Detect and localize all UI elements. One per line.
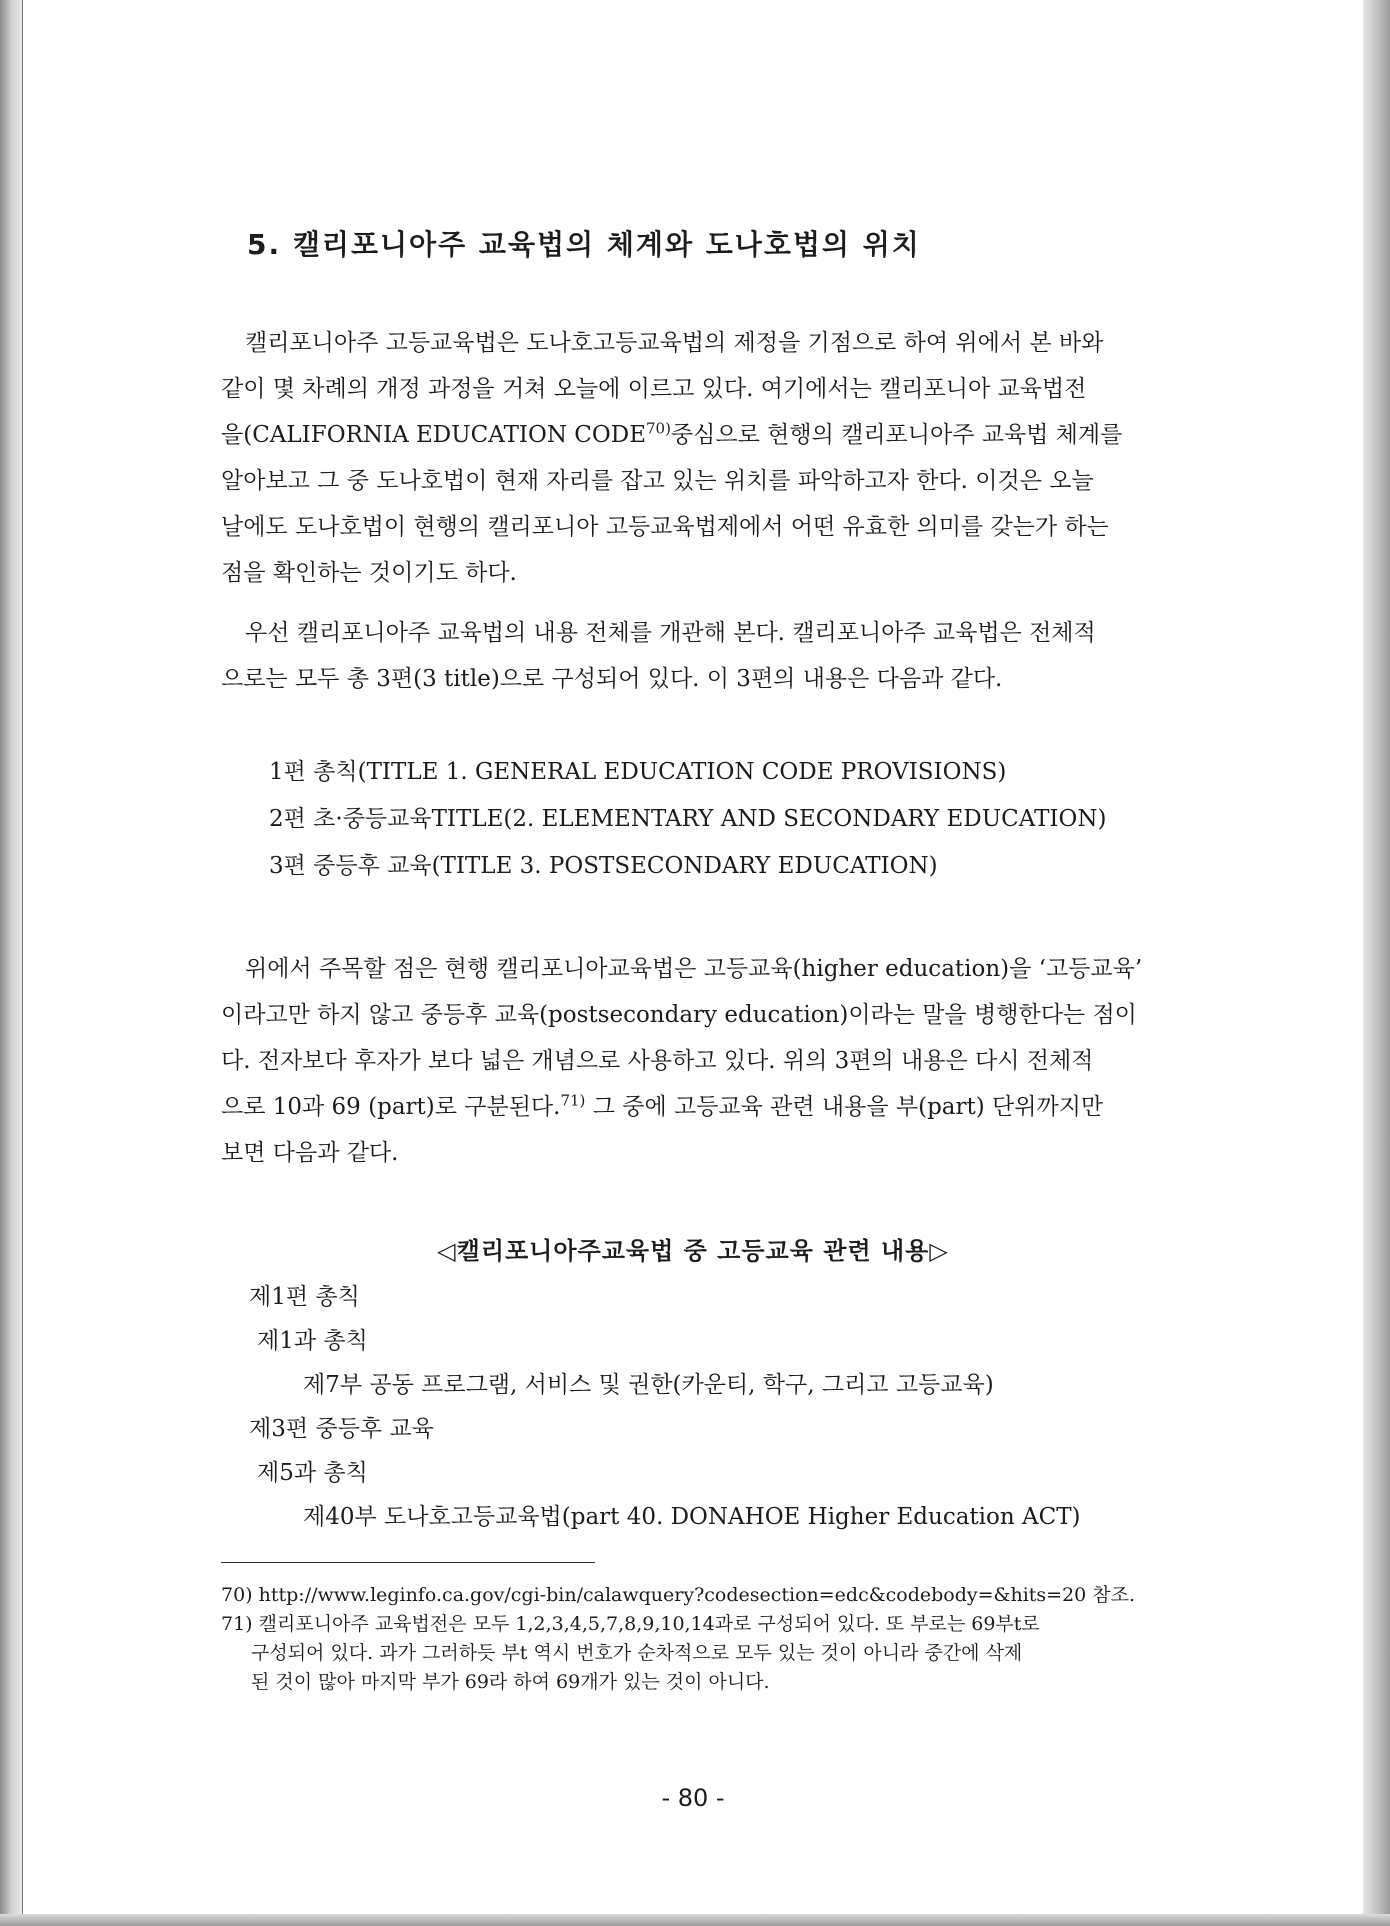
footnote-ref-71[interactable]: 71) — [560, 1091, 586, 1110]
table-caption: ◁캘리포니아주교육법 중 고등교육 관련 내용▷ — [437, 1237, 949, 1265]
outline-division: 제1과 총칙 — [257, 1328, 368, 1354]
text-line: 보면 다음과 같다. — [221, 1140, 399, 1166]
page-number: - 80 - — [661, 1784, 725, 1812]
text-segment: 으로 10과 69 (part)로 구분된다. — [221, 1094, 561, 1120]
text-line: 점을 확인하는 것이기도 하다. — [221, 560, 517, 586]
page-shadow-bottom — [0, 1914, 1390, 1926]
footnote-divider — [221, 1562, 595, 1563]
text-line: 위에서 주목할 점은 현행 캘리포니아교육법은 고등교육(higher education)을 ‘고등교육’ — [245, 956, 1143, 982]
text-line: 같이 몇 차례의 개정 과정을 거쳐 오늘에 이르고 있다. 여기에서는 캘리포니아 교육법전 — [221, 376, 1087, 402]
text-segment: 그 중에 고등교육 관련 내용을 부(part) 단위까지만 — [592, 1094, 1104, 1120]
outline-division: 제5과 총칙 — [257, 1460, 368, 1486]
outline-part: 제7부 공동 프로그램, 서비스 및 권한(카운티, 학구, 그리고 고등교육) — [303, 1372, 994, 1398]
footnote-71-continued: 된 것이 많아 마지막 부가 69라 하여 69개가 있는 것이 아니다. — [251, 1671, 770, 1693]
text-line: 날에도 도나호법이 현행의 캘리포니아 고등교육법제에서 어떤 유효한 의미를 갖는가 하는 — [221, 514, 1109, 540]
text-line: 캘리포니아주 고등교육법은 도나호고등교육법의 제정을 기점으로 하여 위에서 본 바와 — [245, 330, 1104, 356]
text-segment: 을(CALIFORNIA EDUCATION CODE — [221, 422, 646, 448]
outline-part: 제40부 도나호고등교육법(part 40. DONAHOE Higher Education ACT) — [303, 1504, 1081, 1530]
footnote-71-continued: 구성되어 있다. 과가 그러하듯 부t 역시 번호가 순차적으로 모두 있는 것이 아니라 중간에 삭제 — [251, 1642, 1023, 1664]
text-line: 다. 전자보다 후자가 보다 넓은 개념으로 사용하고 있다. 위의 3편의 내용은 다시 전체적 — [221, 1048, 1094, 1074]
title-list-item: 3편 중등후 교육(TITLE 3. POSTSECONDARY EDUCATION) — [269, 853, 938, 879]
footnote-ref-70[interactable]: 70) — [646, 419, 671, 438]
text-line-with-footnote — [221, 1084, 1103, 1130]
footnote-71: 71) 캘리포니아주 교육법전은 모두 1,2,3,4,5,7,8,9,10,14과로 구성되어 있다. 또 부로는 69부t로 — [221, 1613, 1040, 1635]
page-shadow-left — [0, 0, 22, 1926]
text-line-with-footnote — [221, 412, 1122, 458]
title-list-item: 2편 초·중등교육TITLE(2. ELEMENTARY AND SECONDARY EDUCATION) — [269, 806, 1107, 832]
page-shadow-right — [1362, 0, 1390, 1926]
outline-title: 제1편 총칙 — [249, 1284, 360, 1310]
outline-title: 제3편 중등후 교육 — [249, 1416, 434, 1442]
text-line: 이라고만 하지 않고 중등후 교육(postsecondary education)이라는 말을 병행한다는 점이 — [221, 1002, 1137, 1028]
text-segment: 중심으로 현행의 캘리포니아주 교육법 체계를 — [670, 422, 1123, 448]
text-line: 알아보고 그 중 도나호법이 현재 자리를 잡고 있는 위치를 파악하고자 한다. 이것은 오늘 — [221, 468, 1094, 494]
section-heading: 5. 캘리포니아주 교육법의 체계와 도나호법의 위치 — [247, 228, 921, 261]
text-line: 우선 캘리포니아주 교육법의 내용 전체를 개관해 본다. 캘리포니아주 교육법은 전체적 — [245, 620, 1096, 646]
text-line: 으로는 모두 총 3편(3 title)으로 구성되어 있다. 이 3편의 내용은 다음과 같다. — [221, 666, 1003, 692]
document-page — [22, 0, 1363, 1914]
title-list-item: 1편 총칙(TITLE 1. GENERAL EDUCATION CODE PROVISIONS) — [269, 759, 1007, 785]
footnote-70: 70) http://www.leginfo.ca.gov/cgi-bin/calawquery?codesection=edc&codebody=&hits=20 참조. — [221, 1584, 1136, 1606]
